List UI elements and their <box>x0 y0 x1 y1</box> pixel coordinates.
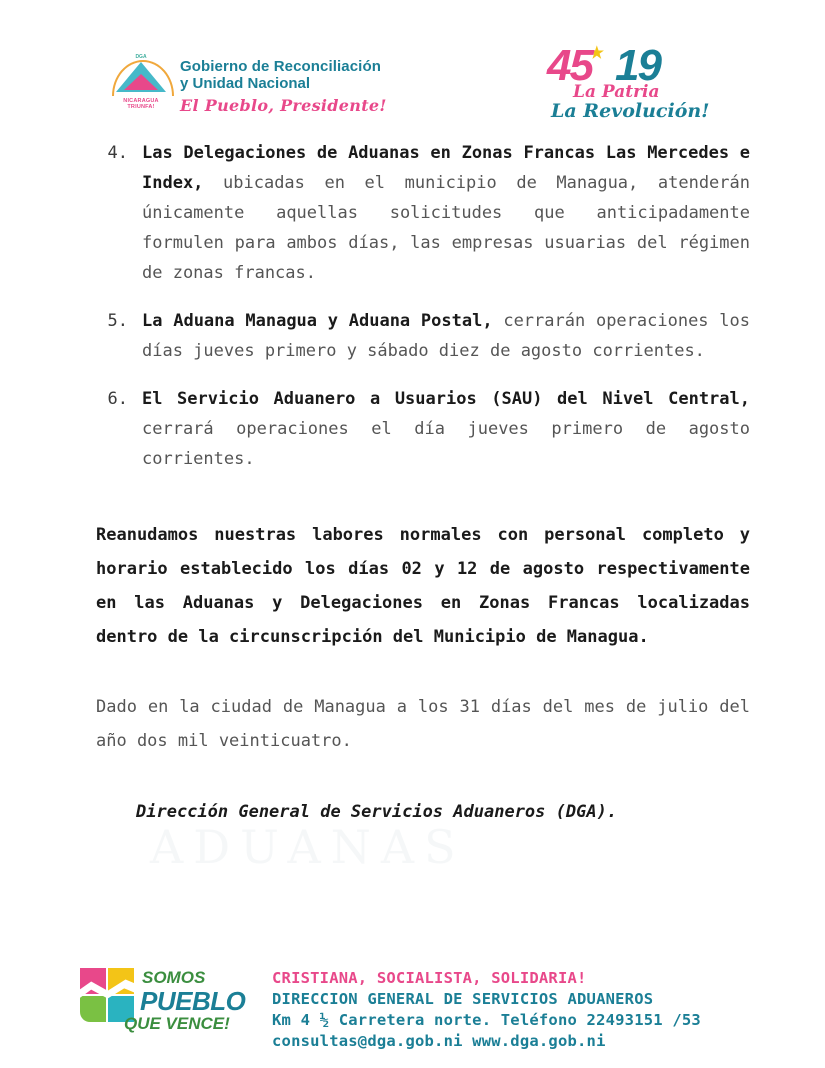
dga-emblem-icon <box>110 54 172 110</box>
anniversary-line-1: La Patria <box>573 82 660 102</box>
document-footer <box>0 960 825 1060</box>
list-item-rest: cerrarán operaciones los días jueves primero y sábado diez de agosto corrientes. <box>142 311 750 361</box>
government-logo <box>110 54 387 115</box>
footer-contact-block <box>272 968 701 1052</box>
anniversary-line-2: La Revolución! <box>551 100 710 122</box>
anniversary-number-19: 19 <box>615 41 660 90</box>
government-title-block <box>180 58 387 115</box>
footer-email-web: consultas@dga.gob.ni www.dga.gob.ni <box>272 1032 606 1050</box>
paragraph-reanudamos: Reanudamos nuestras labores normales con personal completo y horario establecido los días 02 y 12 de agosto respectivamente en las Aduanas y Delegaciones en Zonas Francas localizadas dentro de la circunscripción del Municipio de Managua. <box>96 525 750 647</box>
footer-address: Km 4 ½ Carretera norte. Teléfono 22493151 /53 <box>272 1011 701 1029</box>
list-item-bold: Las Delegaciones de Aduanas en Zonas Francas Las Mercedes e Index, <box>142 143 750 193</box>
watermark: ADUANAS <box>150 820 466 874</box>
list-item-text <box>142 384 750 474</box>
document-header <box>0 38 825 128</box>
document-body <box>96 138 750 826</box>
list-item-number: 5. <box>107 311 128 331</box>
emblem-inner-triangle <box>124 74 158 90</box>
list-item <box>96 306 750 366</box>
anniversary-number-45: 45 <box>547 41 592 90</box>
signature-line: Dirección General de Servicios Aduaneros (DGA). <box>136 802 618 822</box>
gov-slogan: El Pueblo, Presidente! <box>180 96 387 115</box>
list-item-number: 6. <box>107 389 128 409</box>
list-item-number: 4. <box>107 143 128 163</box>
star-icon: ★ <box>589 36 605 66</box>
anniversary-logo <box>537 38 717 128</box>
list-item-text <box>142 138 750 288</box>
emblem-bottom-text: NICARAGUA TRIUNFA! <box>123 98 159 110</box>
list-item-bold: El Servicio Aduanero a Usuarios (SAU) del Nivel Central, <box>142 389 750 409</box>
paragraph-dado: Dado en la ciudad de Managua a los 31 días del mes de julio del año dos mil veinticuatro. <box>96 697 750 751</box>
list-item-rest: cerrará operaciones el día jueves primero de agosto corrientes. <box>142 419 750 469</box>
gov-line-1: Gobierno de Reconciliación <box>180 58 381 75</box>
list-item-text <box>142 306 750 366</box>
list-item <box>96 138 750 288</box>
footer-institution: DIRECCION GENERAL DE SERVICIOS ADUANEROS <box>272 990 654 1008</box>
gov-line-2: y Unidad Nacional <box>180 75 311 92</box>
footer-slogan: CRISTIANA, SOCIALISTA, SOLIDARIA! <box>272 969 587 987</box>
logo-text-somos: SOMOS <box>142 968 206 987</box>
logo-square-green <box>80 996 106 1022</box>
emblem-top-text: DGA <box>135 54 147 60</box>
logo-text-pueblo: PUEBLO <box>140 986 246 1016</box>
list-item <box>96 384 750 474</box>
list-item-rest: ubicadas en el municipio de Managua, atenderán únicamente aquellas solicitudes que anticipadamente formulen para ambos días, las empresas usuarias del régimen de zonas francas. <box>142 173 750 283</box>
logo-text-vence: QUE VENCE! <box>124 1014 230 1033</box>
list-item-bold: La Aduana Managua y Aduana Postal, <box>142 311 493 331</box>
somos-pueblo-logo <box>78 962 258 1040</box>
